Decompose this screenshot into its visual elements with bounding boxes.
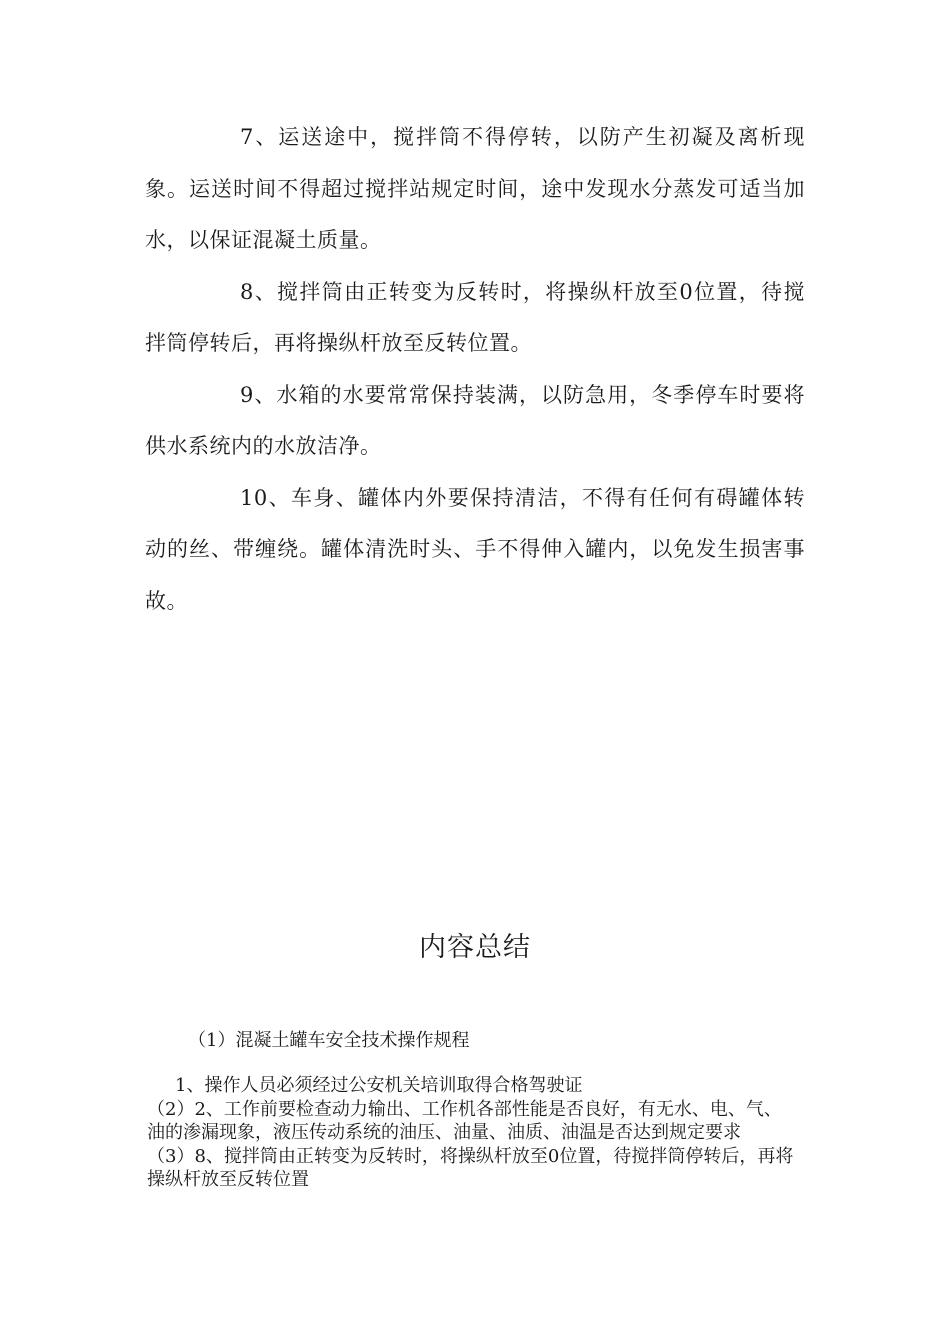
paragraph-8: 8、搅拌筒由正转变为反转时，将操纵杆放至0位置，待搅拌筒停转后，再将操纵杆放至反转位置。 (145, 279, 805, 355)
summary-item: （2）2、工作前要检查动力输出、工作机各部性能是否良好，有无水、电、气、油的渗漏现象，液压传动系统的油压、油量、油质、油温是否达到规定要求 (147, 1098, 782, 1143)
summary-item: 1、操作人员必须经过公安机关培训取得合格驾驶证 (175, 1075, 583, 1096)
paragraph-10: 10、车身、罐体内外要保持清洁，不得有任何有碍罐体转动的丝、带缠绕。罐体清洗时头、手不得伸入罐内，以免发生损害事故。 (145, 485, 805, 613)
body-text (145, 112, 805, 627)
paragraph-9: 9、水箱的水要常常保持装满，以防急用，冬季停车时要将供水系统内的水放洁净。 (145, 382, 805, 458)
summary-list (147, 1074, 797, 1192)
summary-subtitle: （1）混凝土罐车安全技术操作规程 (188, 1030, 470, 1051)
paragraph-7: 7、运送途中，搅拌筒不得停转，以防产生初凝及离析现象。运送时间不得超过搅拌站规定时间，途中发现水分蒸发可适当加水，以保证混凝土质量。 (145, 125, 805, 252)
summary-title: 内容总结 (419, 932, 531, 963)
summary-item: （3）8、搅拌筒由正转变为反转时，将操纵杆放至0位置，待搅拌筒停转后，再将操纵杆放至反转位置 (147, 1145, 794, 1190)
